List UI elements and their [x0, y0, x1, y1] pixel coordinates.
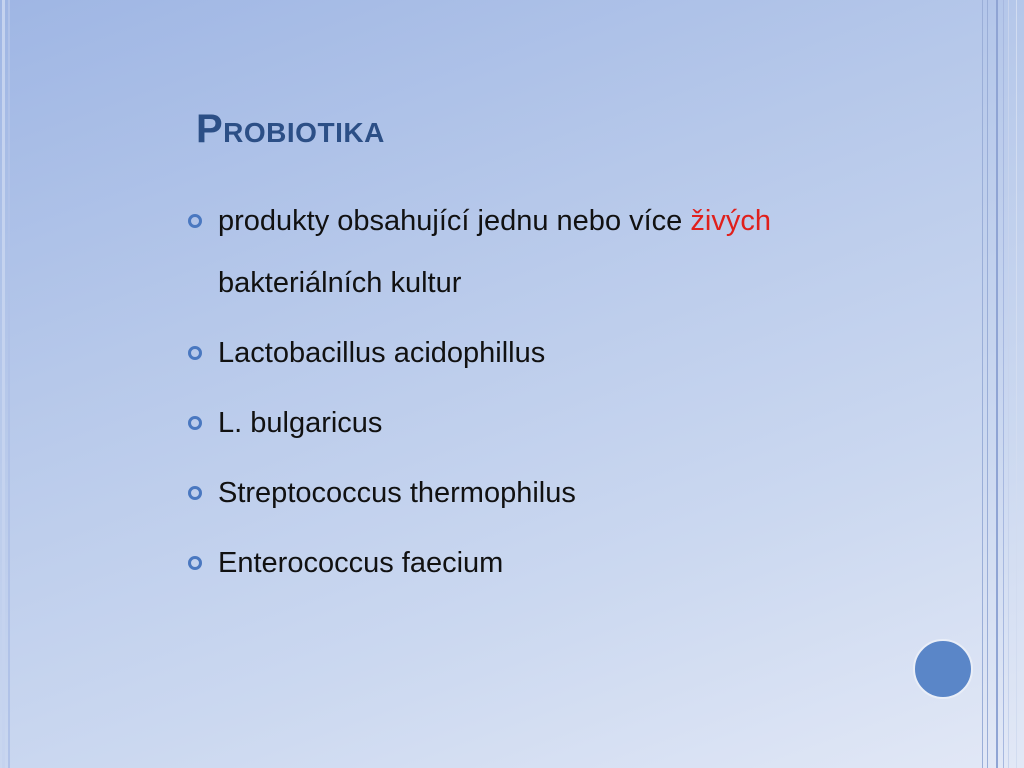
bullet-text: Lactobacillus acidophillus [218, 337, 546, 369]
decorative-circle [913, 639, 973, 699]
right-edge-line [1003, 0, 1004, 768]
right-edge-line [1008, 0, 1009, 768]
bullet-item [186, 462, 906, 524]
bullet-item [186, 392, 906, 454]
right-edge-line [987, 0, 988, 768]
right-edge-line [1016, 0, 1017, 768]
bullet-text: L. bulgaricus [218, 407, 383, 439]
bullet-item [186, 190, 906, 314]
bullet-highlight: živých [690, 205, 771, 237]
bullet-item [186, 322, 906, 384]
left-edge-line [8, 0, 10, 768]
slide-title: Probiotika [196, 107, 385, 151]
ring-bullet-icon [188, 346, 202, 360]
ring-bullet-icon [188, 486, 202, 500]
ring-bullet-icon [188, 214, 202, 228]
bullet-text: produkty obsahující jednu nebo více [218, 205, 691, 237]
ring-bullet-icon [188, 556, 202, 570]
bullet-text: Enterococcus faecium [218, 547, 504, 579]
bullet-text: bakteriálních kultur [218, 267, 462, 299]
left-edge-line [2, 0, 5, 768]
right-edge-line [982, 0, 983, 768]
bullet-list [186, 190, 906, 602]
bullet-text: Streptococcus thermophilus [218, 477, 576, 509]
bullet-item [186, 532, 906, 594]
right-edge-line [996, 0, 998, 768]
ring-bullet-icon [188, 416, 202, 430]
